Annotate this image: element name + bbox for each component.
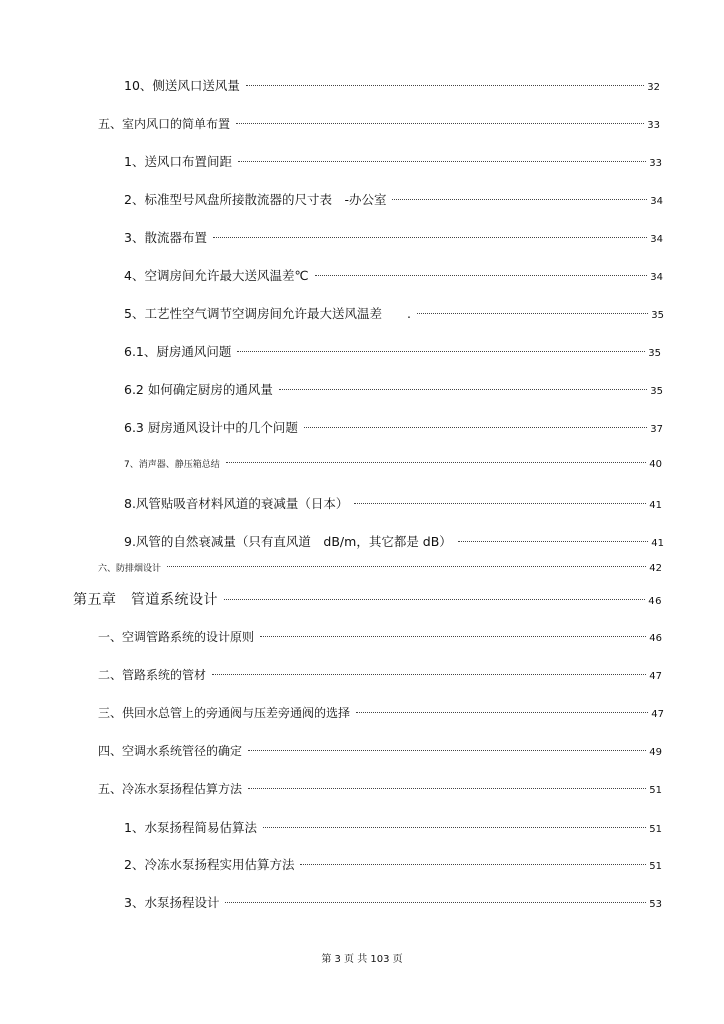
toc-entry [124, 855, 662, 875]
toc-entry-title: 一、空调管路系统的设计原则 [98, 630, 255, 644]
dot-leader [300, 864, 646, 865]
toc-entry [124, 266, 663, 286]
toc-entry [98, 741, 662, 761]
dot-leader [263, 827, 646, 828]
toc-entry [124, 380, 663, 400]
toc-entry-page: 35 [650, 386, 663, 397]
toc-entry-title: 三、供回水总管上的旁通阀与压差旁通阀的选择 [98, 706, 351, 720]
toc-entry-page: 41 [649, 500, 662, 511]
dot-leader [248, 788, 646, 789]
toc-entry-title: 四、空调水系统管径的确定 [98, 744, 243, 758]
toc-entry-page: 35 [648, 348, 661, 359]
dot-leader [224, 599, 645, 600]
toc-entry-page: 51 [649, 785, 662, 796]
toc-entry-page: 47 [651, 709, 664, 720]
toc-entry-title: 2、冷冻水泵扬程实用估算方法 [124, 857, 295, 872]
toc-entry-title: 1、送风口布置间距 [124, 154, 232, 169]
toc-entry-title: 8.风管贴吸音材料风道的衰减量（日本） [124, 496, 349, 511]
toc-entry [98, 559, 662, 579]
toc-entry [124, 455, 662, 475]
toc-entry [98, 779, 662, 799]
toc-entry-title: 6.2 如何确定厨房的通风量 [124, 382, 273, 397]
toc-entry-page: 47 [649, 671, 662, 682]
dot-leader [458, 541, 648, 542]
dot-leader [315, 275, 648, 276]
toc-entry-title: 五、室内风口的简单布置 [98, 117, 231, 131]
toc-entry-page: 46 [648, 596, 662, 607]
toc-entry [124, 342, 661, 362]
dot-leader [237, 351, 645, 352]
toc-entry [98, 627, 662, 647]
toc-entry-title: 3、水泵扬程设计 [124, 895, 220, 910]
dot-leader [354, 503, 646, 504]
toc-entry-title: 1、水泵扬程简易估算法 [124, 820, 257, 835]
toc-entry-title: 6.1、厨房通风问题 [124, 344, 232, 359]
toc-entry-page: 40 [649, 459, 662, 470]
dot-leader [260, 636, 646, 637]
toc-entry-title: 5、工艺性空气调节空调房间允许最大送风温差 . [124, 306, 411, 321]
toc-entry-page: 35 [651, 310, 664, 321]
toc-entry-page: 37 [650, 424, 663, 435]
toc-entry-page: 34 [650, 196, 663, 207]
toc-entry-page: 34 [650, 234, 663, 245]
toc-entry-page: 51 [649, 861, 662, 872]
toc-entry-page: 34 [650, 272, 663, 283]
dot-leader [226, 462, 647, 463]
toc-entry [124, 152, 662, 172]
dot-leader [236, 123, 644, 124]
toc-entry [124, 494, 662, 514]
dot-leader [225, 902, 646, 903]
dot-leader [246, 85, 644, 86]
toc-entry [124, 418, 663, 438]
toc-entry-title: 7、消声器、静压箱总结 [124, 460, 220, 470]
dot-leader [392, 199, 647, 200]
dot-leader [279, 389, 647, 390]
toc-entry-page: 53 [649, 899, 662, 910]
toc-entry-title: 二、管路系统的管材 [98, 668, 207, 682]
dot-leader [238, 161, 646, 162]
toc-entry [124, 532, 664, 552]
toc-entry-title: 3、散流器布置 [124, 230, 207, 245]
toc-entry [124, 818, 662, 838]
toc-entry [124, 76, 660, 96]
toc-entry-page: 51 [649, 824, 662, 835]
toc-entry-title: 4、空调房间允许最大送风温差℃ [124, 268, 309, 283]
toc-entry-page: 41 [651, 538, 664, 549]
dot-leader [167, 566, 646, 567]
toc-entry [98, 703, 664, 723]
toc-entry-page: 49 [649, 747, 662, 758]
toc-entry [98, 665, 662, 685]
dot-leader [248, 750, 646, 751]
toc-entry-title: 六、防排烟设计 [98, 564, 162, 574]
toc-entry-page: 33 [649, 158, 662, 169]
toc-entry [124, 304, 664, 324]
page-footer: 第 3 页 共 103 页 [321, 954, 403, 965]
toc-entry [73, 590, 662, 610]
toc-entry [124, 893, 662, 913]
toc-entry-page: 42 [649, 563, 662, 574]
dot-leader [213, 237, 647, 238]
toc-entry-page: 33 [647, 120, 660, 131]
dot-leader [212, 674, 646, 675]
dot-leader [356, 712, 648, 713]
toc-entry [124, 190, 663, 210]
toc-entry-page: 32 [647, 82, 660, 93]
dot-leader [304, 427, 647, 428]
toc-entry [98, 114, 660, 134]
dot-leader [417, 313, 648, 314]
toc-entry-title: 10、侧送风口送风量 [124, 78, 240, 93]
toc-entry-title: 9.风管的自然衰减量（只有直风道 dB/m，其它都是 dB） [124, 534, 452, 549]
toc-entry-title: 2、标准型号风盘所接散流器的尺寸表 -办公室 [124, 192, 387, 207]
toc-entry-title: 第五章 管道系统设计 [73, 592, 218, 608]
toc-entry [124, 228, 663, 248]
toc-entry-page: 46 [649, 633, 662, 644]
toc-entry-title: 五、冷冻水泵扬程估算方法 [98, 782, 243, 796]
toc-entry-title: 6.3 厨房通风设计中的几个问题 [124, 420, 298, 435]
